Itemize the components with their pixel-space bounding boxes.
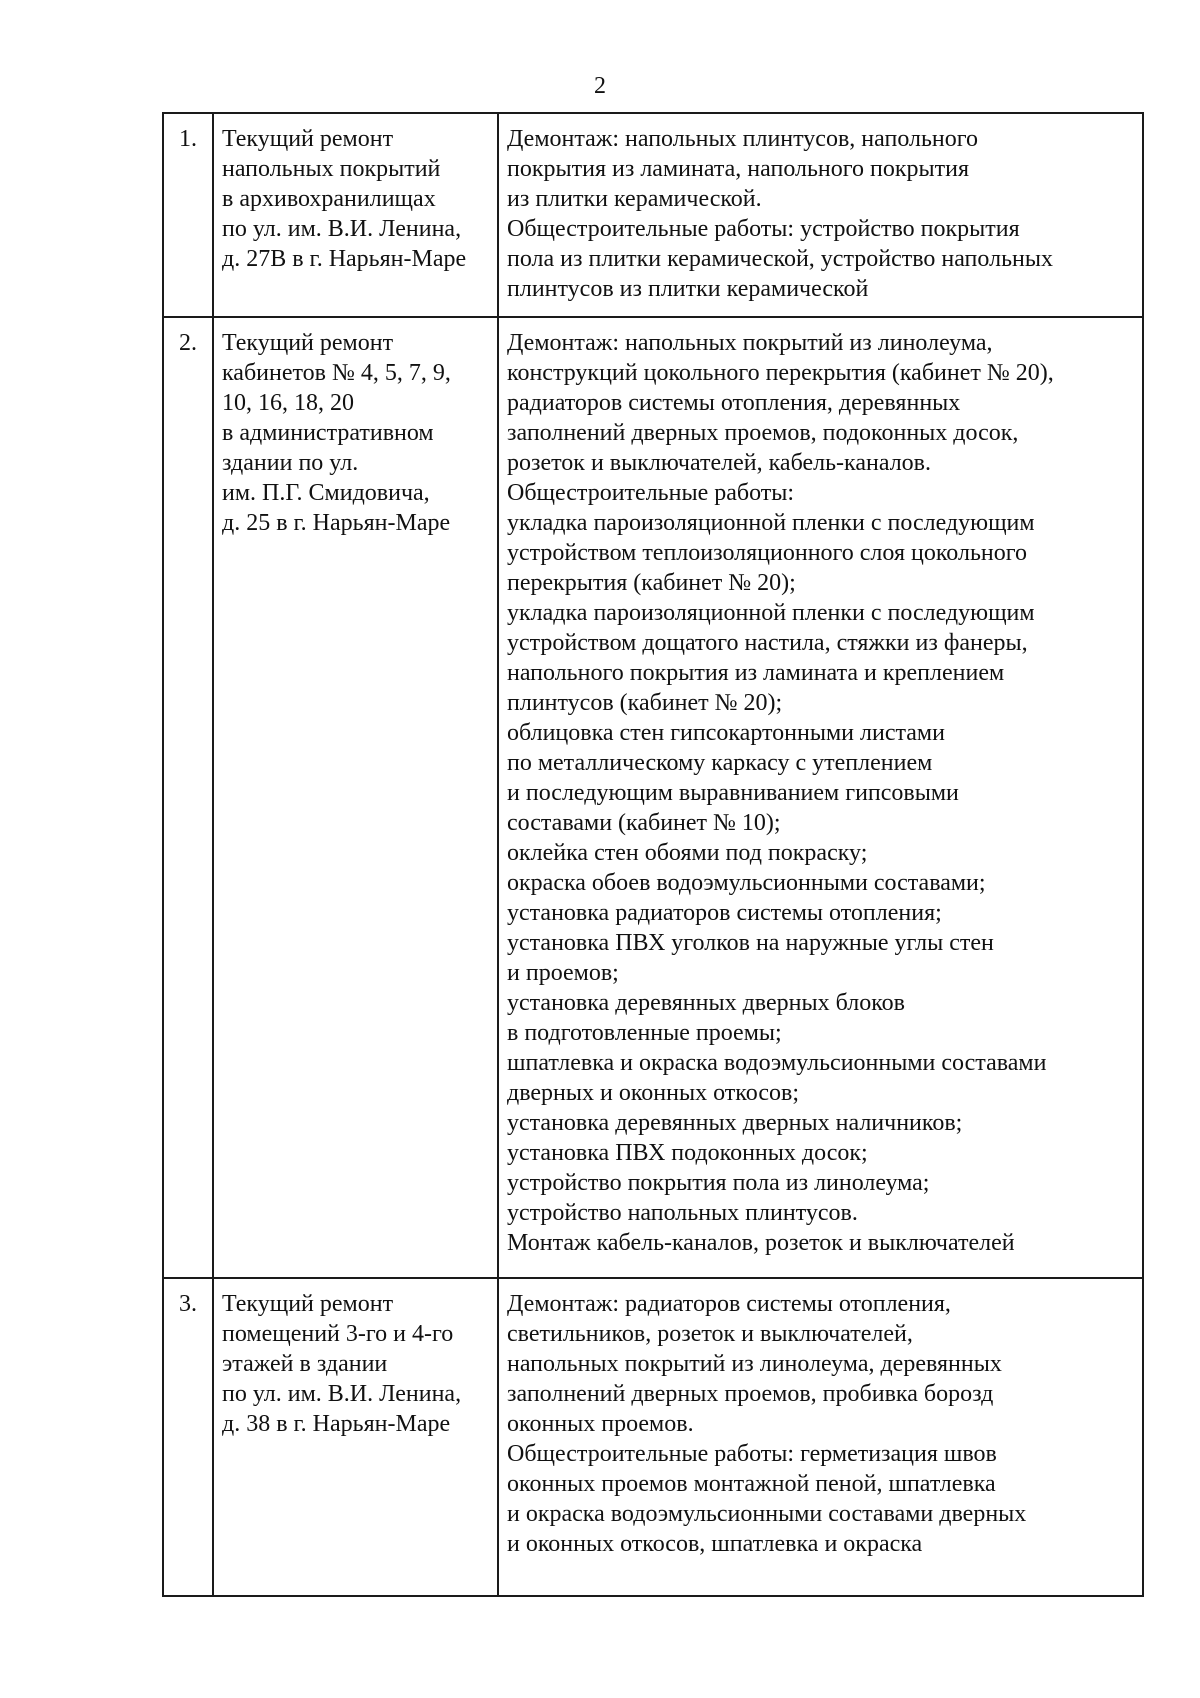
text-line: установка деревянных дверных блоков [507, 990, 905, 1016]
table-row [163, 317, 1143, 1278]
text-line: заполнений дверных проемов, подоконных досок, [507, 420, 1019, 446]
row-number: 2. [163, 317, 213, 1278]
text-line: радиаторов системы отопления, деревянных [507, 390, 961, 416]
text-line: Текущий ремонт [222, 126, 394, 152]
text-line: оконных проемов. [507, 1411, 694, 1437]
text-line: д. 38 в г. Нарьян-Маре [222, 1411, 451, 1437]
text-line: в архивохранилищах [222, 186, 436, 212]
object-title-cell [213, 113, 498, 317]
text-line: устройство покрытия пола из линолеума; [507, 1170, 930, 1196]
text-line: установка радиаторов системы отопления; [507, 900, 942, 926]
text-line: светильников, розеток и выключателей, [507, 1321, 913, 1347]
text-line: д. 25 в г. Нарьян-Маре [222, 510, 451, 536]
text-line: по металлическому каркасу с утеплением [507, 750, 933, 776]
text-line: Монтаж кабель-каналов, розеток и выключателей [507, 1230, 1015, 1256]
text-line: укладка пароизоляционной пленки с последующим [507, 600, 1035, 626]
text-line: им. П.Г. Смидовича, [222, 480, 430, 506]
table-row [163, 113, 1143, 317]
text-line: шпатлевка и окраска водоэмульсионными составами [507, 1050, 1047, 1076]
text-line: Общестроительные работы: [507, 480, 795, 506]
text-line: составами (кабинет № 10); [507, 810, 781, 836]
text-line: установка ПВХ уголков на наружные углы стен [507, 930, 994, 956]
text-line: пола из плитки керамической, устройство напольных [507, 246, 1053, 272]
page-number: 2 [594, 73, 606, 99]
text-line: плинтусов (кабинет № 20); [507, 690, 783, 716]
text-line: Демонтаж: напольных плинтусов, напольного [507, 126, 979, 152]
text-line: и оконных откосов, шпатлевка и окраска [507, 1531, 923, 1557]
text-line: из плитки керамической. [507, 186, 762, 212]
text-line: устройство напольных плинтусов. [507, 1200, 858, 1226]
text-line: д. 27В в г. Нарьян-Маре [222, 246, 467, 272]
text-line: и окраска водоэмульсионными составами дверных [507, 1501, 1027, 1527]
text-line: облицовка стен гипсокартонными листами [507, 720, 945, 746]
text-line: оклейка стен обоями под покраску; [507, 840, 868, 866]
text-line: установка ПВХ подоконных досок; [507, 1140, 868, 1166]
text-line: этажей в здании [222, 1351, 388, 1377]
text-line: укладка пароизоляционной пленки с последующим [507, 510, 1035, 536]
text-line: Общестроительные работы: герметизация швов [507, 1441, 997, 1467]
text-line: розеток и выключателей, кабель-каналов. [507, 450, 932, 476]
text-line: по ул. им. В.И. Ленина, [222, 216, 462, 242]
row-number: 1. [163, 113, 213, 317]
text-line: устройством дощатого настила, стяжки из фанеры, [507, 630, 1028, 656]
text-line: помещений 3-го и 4-го [222, 1321, 454, 1347]
text-line: плинтусов из плитки керамической [507, 276, 869, 302]
text-line: окраска обоев водоэмульсионными составами; [507, 870, 986, 896]
text-line: Текущий ремонт [222, 1291, 394, 1317]
text-line: напольного покрытия из ламината и креплением [507, 660, 1005, 686]
text-line: 10, 16, 18, 20 [222, 390, 354, 416]
text-line: кабинетов № 4, 5, 7, 9, [222, 360, 451, 386]
text-line: Демонтаж: радиаторов системы отопления, [507, 1291, 951, 1317]
text-line: оконных проемов монтажной пеной, шпатлевка [507, 1471, 996, 1497]
text-line: покрытия из ламината, напольного покрытия [507, 156, 970, 182]
works-table [162, 112, 1144, 1597]
text-line: и проемов; [507, 960, 619, 986]
text-line: дверных и оконных откосов; [507, 1080, 799, 1106]
table-row [163, 1278, 1143, 1596]
text-line: конструкций цокольного перекрытия (кабинет № 20), [507, 360, 1054, 386]
text-line: напольных покрытий [222, 156, 441, 182]
text-line: по ул. им. В.И. Ленина, [222, 1381, 462, 1407]
works-description-cell [498, 1278, 1143, 1596]
works-description-cell [498, 317, 1143, 1278]
text-line: Демонтаж: напольных покрытий из линолеума, [507, 330, 993, 356]
text-line: Текущий ремонт [222, 330, 394, 356]
text-line: заполнений дверных проемов, пробивка борозд [507, 1381, 994, 1407]
row-number: 3. [163, 1278, 213, 1596]
object-title-cell [213, 317, 498, 1278]
text-line: напольных покрытий из линолеума, деревянных [507, 1351, 1002, 1377]
works-description-cell [498, 113, 1143, 317]
text-line: перекрытия (кабинет № 20); [507, 570, 796, 596]
object-title-cell [213, 1278, 498, 1596]
text-line: Общестроительные работы: устройство покрытия [507, 216, 1020, 242]
text-line: в подготовленные проемы; [507, 1020, 782, 1046]
text-line: здании по ул. [222, 450, 359, 476]
text-line: установка деревянных дверных наличников; [507, 1110, 963, 1136]
text-line: и последующим выравниванием гипсовыми [507, 780, 959, 806]
text-line: устройством теплоизоляционного слоя цокольного [507, 540, 1027, 566]
text-line: в административном [222, 420, 434, 446]
